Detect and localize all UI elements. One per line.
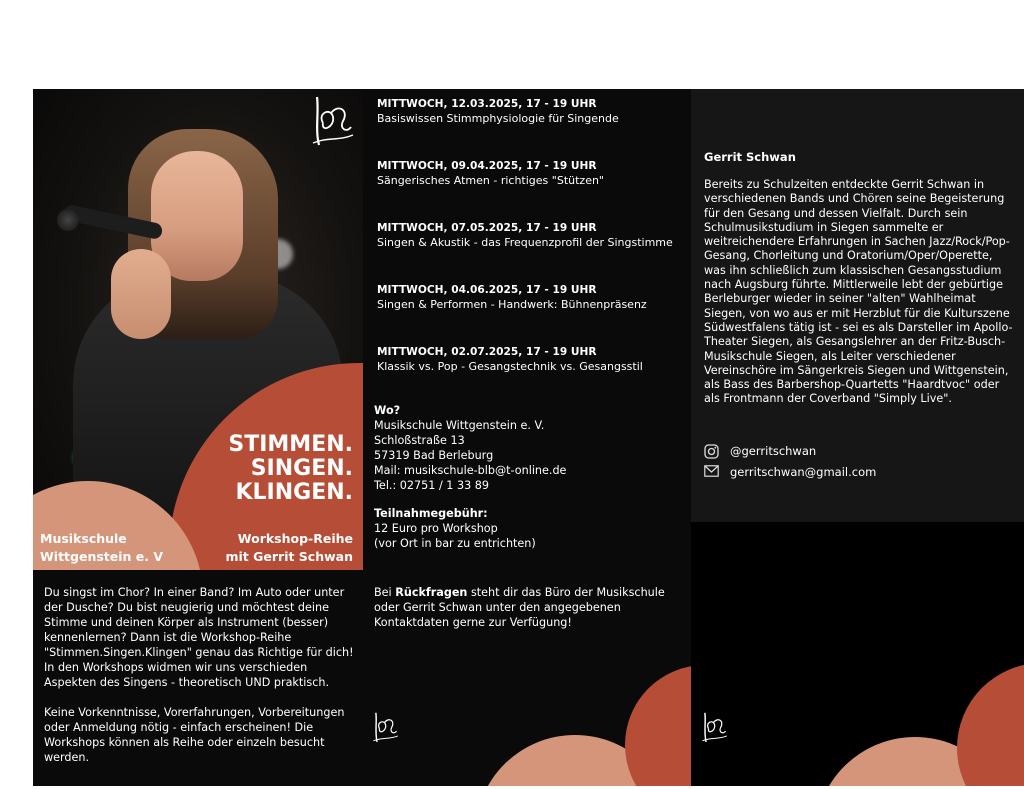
event-title: Singen & Akustik - das Frequenzprofil der Singstimme (377, 236, 673, 249)
event-item (377, 97, 687, 126)
event-date: MITTWOCH, 02.07.2025, 17 - 19 UHR (377, 346, 597, 358)
phone-number[interactable]: Tel.: 02751 / 1 33 89 (374, 479, 489, 492)
event-item (377, 283, 687, 312)
location-label: Wo? (374, 404, 401, 417)
mail-icon (704, 465, 720, 479)
event-date: MITTWOCH, 07.05.2025, 17 - 19 UHR (377, 222, 597, 234)
event-title: Singen & Performen - Handwerk: Bühnenpräsenz (377, 298, 647, 311)
event-item (377, 345, 687, 374)
signature-logo (309, 93, 355, 151)
front-panel (33, 89, 363, 786)
bio-panel (691, 89, 1024, 786)
fee-info: Teilnahmegebühr: 12 Euro pro Workshop (vor Ort in bar zu entrichten) (374, 507, 536, 550)
event-item (377, 221, 687, 250)
series-label: Workshop-Reihe mit Gerrit Schwan (225, 531, 353, 564)
email-contact[interactable]: gerritschwan@gmail.com (704, 465, 876, 479)
event-title: Klassik vs. Pop - Gesangstechnik vs. Gesangsstil (377, 360, 643, 373)
intro-text (44, 585, 360, 765)
intro-paragraph: Keine Vorkenntnisse, Vorerfahrungen, Vorbereitungen oder Anmeldung nötig - einfach erscheinen! Die Workshops können als Reihe oder einzeln besucht werden. (44, 706, 345, 764)
accent-circle-large (625, 665, 691, 786)
location-info: Wo? Musikschule Wittgenstein e. V. Schloßstraße 13 57319 Bad Berleburg Mail: musikschule-blb@t-online.de Tel.: 02751 / 1 33 89 (374, 404, 567, 492)
event-item (377, 159, 687, 188)
event-date: MITTWOCH, 04.06.2025, 17 - 19 UHR (377, 284, 597, 296)
email-address[interactable]: Mail: musikschule-blb@t-online.de (374, 464, 567, 477)
instagram-icon (704, 444, 720, 458)
signature-logo (700, 709, 728, 747)
bio-name: Gerrit Schwan (704, 150, 796, 164)
event-title: Basiswissen Stimmphysiologie für Singende (377, 112, 619, 125)
event-title: Sängerisches Atmen - richtiges "Stützen" (377, 174, 604, 187)
bio-text: Bereits zu Schulzeiten entdeckte Gerrit Schwan in verschiedenen Bands und Chören seine Begeisterung für den Gesang und dessen Vielfalt. Durch sein Schulmusikstudium in Siegen sammelte er weitreichendere Erfahrungen in Sachen Jazz/Rock/Pop-Gesang, Chorleitung und Oratorium/Oper/Operette, was ihn schließlich zum klassischen Gesangsstudium nach Augsburg führte. Mittlerweile lebt der gebürtige Berleburger wieder in seiner "alten" Wahlheimat Siegen, von wo aus er mit Herzblut für die Kulturszene Südwestfalens tätig ist - sei es als Darsteller im Apollo-Theater Siegen, als Gesangslehrer an der Fritz-Busch-Musikschule Siegen, als Leiter verschiedener Vereinschöre im Sängerkreis Siegen und Wittgenstein, als Bass des Barbershop-Quartetts "Haardtvoc" oder als Frontmann der Coverband "Simply Live". (704, 178, 1013, 406)
headline: STIMMEN. SINGEN. KLINGEN. (228, 432, 353, 505)
event-date: MITTWOCH, 09.04.2025, 17 - 19 UHR (377, 160, 597, 172)
instagram-handle[interactable]: @gerritschwan (704, 444, 816, 458)
fee-label: Teilnahmegebühr: (374, 507, 488, 520)
event-list (377, 97, 687, 407)
school-name: Musikschule Wittgenstein e. V (40, 531, 164, 564)
intro-paragraph: Du singst im Chor? In einer Band? Im Auto oder unter der Dusche? Du bist neugierig und möchtest deine Stimme und deinen Körper als Instrument (besser) kennenlernen? Dann ist die Workshop-Reihe "Stimmen.Singen.Klingen" genau das Richtige für dich! In den Workshops widmen wir uns verschieden Aspekten des Singens - theoretisch UND praktisch. (44, 586, 354, 689)
event-date: MITTWOCH, 12.03.2025, 17 - 19 UHR (377, 98, 597, 110)
signature-logo (371, 709, 399, 747)
schedule-panel (363, 89, 691, 786)
contact-note: Bei Rückfragen steht dir das Büro der Musikschule oder Gerrit Schwan unter den angegebenen Kontaktdaten gerne zur Verfügung! (374, 586, 665, 629)
